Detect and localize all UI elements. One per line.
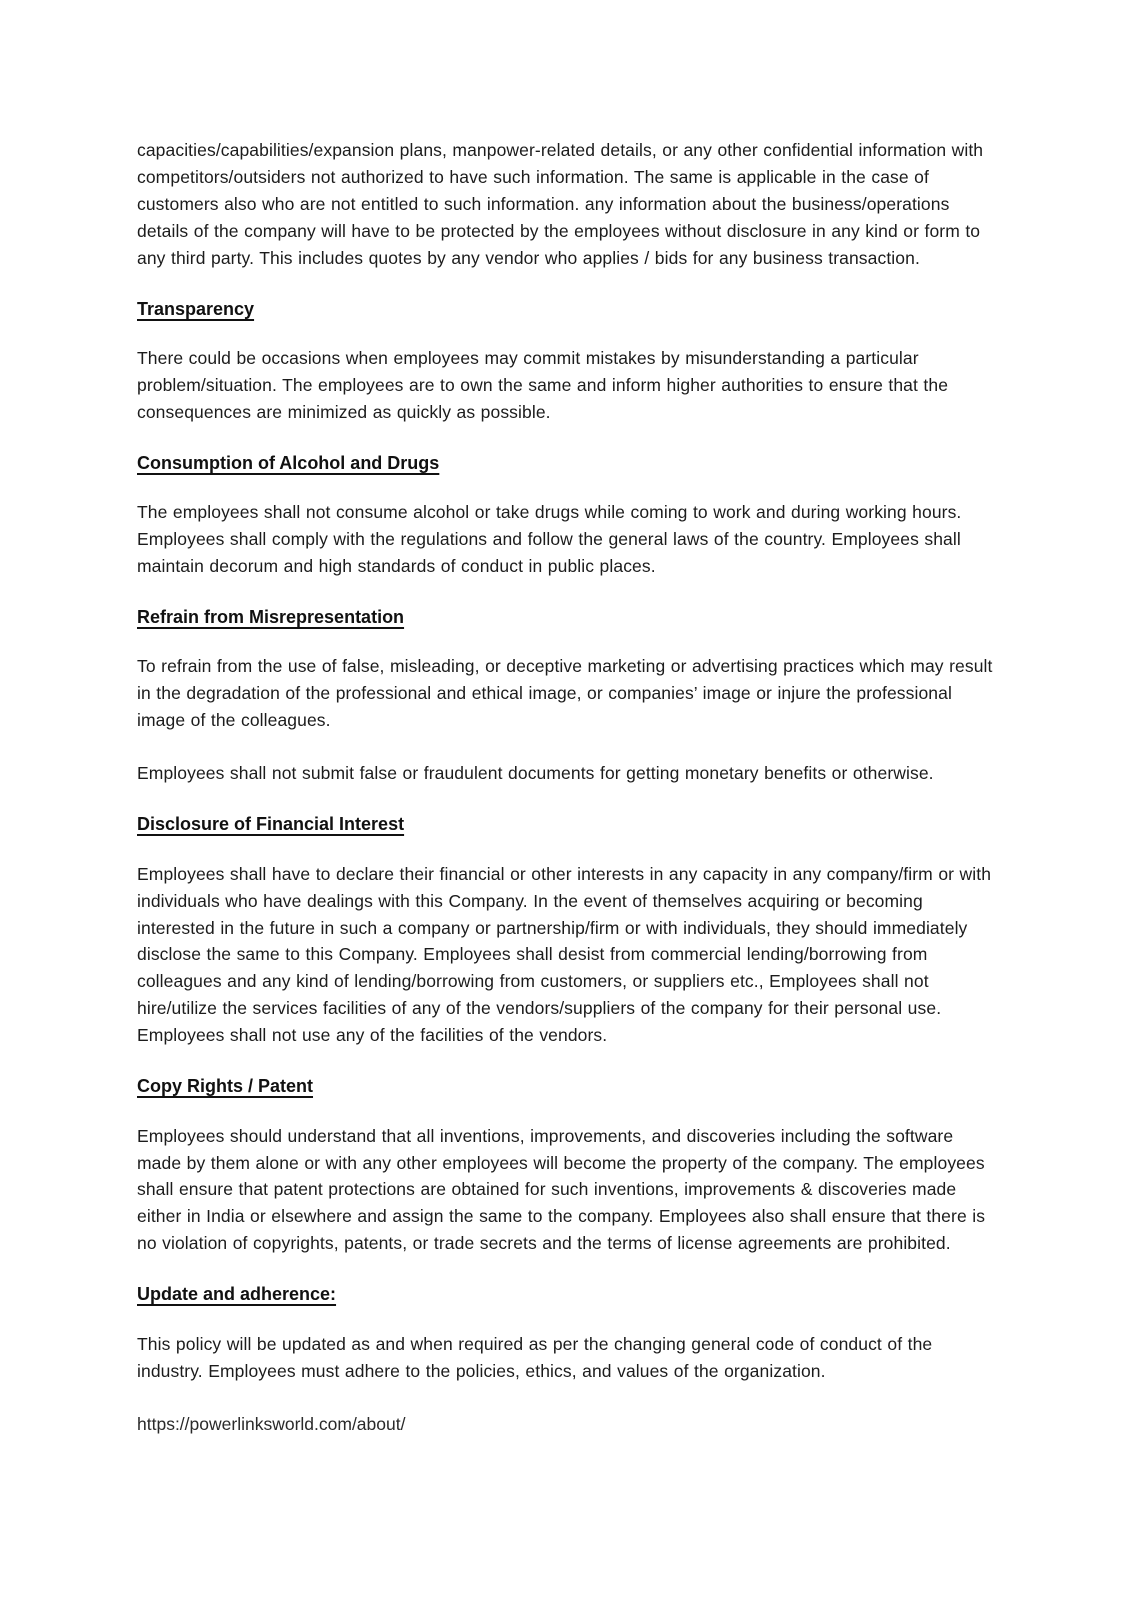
misrepresentation-paragraph-2: Employees shall not submit false or fraudulent documents for getting monetary benefits or otherwise.: [137, 763, 934, 784]
update-adherence-paragraph: This policy will be updated as and when required as per the changing general code of conduct of the industry. Employees must adhere to the policies, ethics, and values of the organization.: [137, 1333, 933, 1381]
section-heading-transparency: Transparency: [137, 298, 255, 319]
intro-paragraph: capacities/capabilities/expansion plans, manpower-related details, or any other confidential information with competitors/outsiders not authorized to have such information. The same is applicable in the case of customers also who are not entitled to such information. any information about the business/operations details of the company will have to be protected by the employees without disclosure in any kind or form to any third party. This includes quotes by any vendor who applies / bids for any business transaction.: [137, 140, 984, 268]
misrepresentation-paragraph-1: To refrain from the use of false, misleading, or deceptive marketing or advertising practices which may result in the degradation of the professional and ethical image, or companies’ image or injure the professional image of the colleagues.: [137, 656, 993, 731]
alcohol-drugs-paragraph: The employees shall not consume alcohol or take drugs while coming to work and during working hours. Employees shall comply with the regulations and follow the general laws of the country. Employees shall maintain decorum and high standards of conduct in public places.: [137, 502, 962, 577]
copyrights-patent-paragraph: Employees should understand that all inventions, improvements, and discoveries including the software made by them alone or with any other employees will become the property of the company. The employees shall ensure that patent protections are obtained for such inventions, improvements & discoveries made either in India or elsewhere and assign the same to the company. Employees also shall ensure that there is no violation of copyrights, patents, or trade secrets and the terms of license agreements are prohibited.: [137, 1125, 986, 1254]
section-heading-financial-interest: Disclosure of Financial Interest: [137, 814, 405, 835]
financial-interest-paragraph: Employees shall have to declare their financial or other interests in any capacity in any company/firm or with individuals who have dealings with this Company. In the event of themselves acquiring or becoming interested in the future in such a company or partnership/firm or with individuals, they should immediately disclose the same to this Company. Employees shall desist from commercial lending/borrowing from colleagues and any kind of lending/borrowing from customers, or suppliers etc., Employees shall not hire/utilize the services facilities of any of the vendors/suppliers of the company for their personal use. Employees shall not use any of the facilities of the vendors.: [137, 863, 992, 1046]
section-heading-alcohol-drugs: Consumption of Alcohol and Drugs: [137, 452, 440, 473]
section-heading-update-adherence: Update and adherence:: [137, 1284, 337, 1305]
about-url-link[interactable]: https://powerlinksworld.com/about/: [137, 1413, 406, 1434]
section-heading-misrepresentation: Refrain from Misrepresentation: [137, 607, 405, 628]
transparency-paragraph: There could be occasions when employees may commit mistakes by misunderstanding a particular problem/situation. The employees are to own the same and inform higher authorities to ensure that the consequences are minimized as quickly as possible.: [137, 348, 949, 422]
section-heading-copyrights-patent: Copy Rights / Patent: [137, 1076, 314, 1097]
